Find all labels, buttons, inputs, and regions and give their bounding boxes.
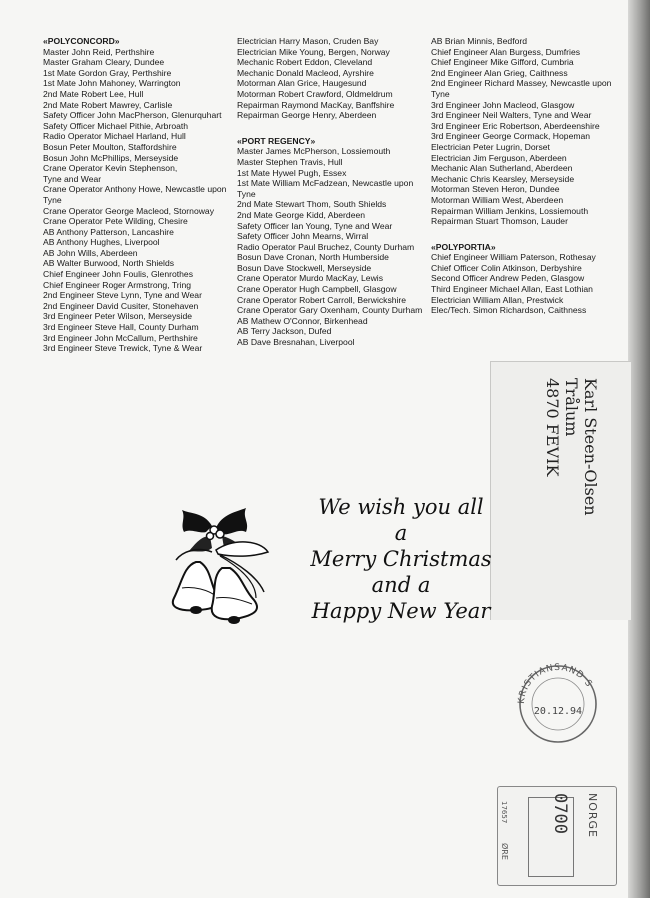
greeting-line-3: Merry Christmas	[310, 547, 492, 571]
crew-entry: Master Graham Cleary, Dundee	[43, 57, 165, 68]
crew-entry: Safety Officer Ian Young, Tyne and Wear	[237, 220, 393, 231]
address-street: Trålum	[562, 378, 581, 437]
crew-entry: 3rd Engineer Peter Wilson, Merseyside	[43, 311, 193, 322]
crew-entry: Crane Operator Gary Oxenham, County Durham	[237, 305, 423, 316]
crew-entry: Crane Operator George Macleod, Stornoway	[43, 205, 215, 216]
crew-entry: AB Dave Bresnahan, Liverpool	[237, 337, 355, 348]
crew-entry: Second Officer Andrew Peden, Glasgow	[431, 273, 585, 284]
crew-entry: 3rd Engineer John Macleod, Glasgow	[431, 99, 575, 110]
crew-entry: 3rd Engineer Steve Trewick, Tyne & Wear	[43, 343, 203, 354]
crew-entry: 2nd Engineer Steve Lynn, Tyne and Wear	[43, 290, 202, 301]
crew-entry: 2nd Engineer David Cusiter, Stonehaven	[43, 300, 199, 311]
page-edge-shadow	[628, 0, 650, 898]
crew-entry: Chief Engineer Mike Gifford, Cumbria	[431, 57, 574, 68]
crew-entry: Safety Officer John MacPherson, Glenurquhart	[43, 110, 222, 121]
crew-entry: Bosun John McPhillips, Merseyside	[43, 152, 179, 163]
crew-entry: Electrician William Allan, Prestwick	[431, 294, 564, 305]
crew-entry: Motorman Robert Crawford, Oldmeldrum	[237, 88, 393, 99]
crew-entry: Chief Engineer William Paterson, Rothesay	[431, 252, 596, 263]
crew-entry: AB Anthony Hughes, Liverpool	[43, 237, 160, 248]
crew-entry: Mechanic Donald Macleod, Ayrshire	[237, 67, 374, 78]
crew-entry: Chief Officer Colin Atkinson, Derbyshire	[431, 262, 582, 273]
crew-entry: Bosun Peter Moulton, Staffordshire	[43, 141, 177, 152]
crew-entry: Electrician Jim Ferguson, Aberdeen	[431, 152, 567, 163]
crew-entry: Bosun Dave Cronan, North Humberside	[237, 252, 389, 263]
ship-heading: «POLYPORTIA»	[431, 241, 496, 252]
crew-entry: Repairman Raymond MacKay, Banffshire	[237, 99, 395, 110]
crew-entry: Master Stephen Travis, Hull	[237, 156, 343, 167]
crew-entry: Tyne	[237, 188, 256, 199]
meter-unit: ØRE	[500, 843, 509, 860]
section-gap	[431, 227, 616, 242]
crew-entry: Radio Operator Michael Harland, Hull	[43, 131, 186, 142]
greeting-line-1: We wish you all	[318, 495, 484, 519]
crew-entry: AB John Wills, Aberdeen	[43, 247, 138, 258]
crew-entry: 1st Mate John Mahoney, Warrington	[43, 78, 181, 89]
crew-entry: Radio Operator Paul Bruchez, County Durham	[237, 241, 415, 252]
postmark-date: 20.12.94	[533, 706, 583, 717]
crew-entry: Motorman Steven Heron, Dundee	[431, 184, 560, 195]
postmark-stamp	[502, 654, 612, 754]
crew-column-1	[43, 36, 228, 354]
crew-entry: Crane Operator Pete Wilding, Chesire	[43, 216, 188, 227]
crew-entry: 3rd Engineer John McCallum, Perthshire	[43, 332, 198, 343]
ship-heading: «PORT REGENCY»	[237, 135, 316, 146]
crew-entry: AB Walter Burwood, North Shields	[43, 258, 175, 269]
crew-entry: Bosun Dave Stockwell, Merseyside	[237, 262, 372, 273]
crew-entry: Chief Engineer Roger Armstrong, Tring	[43, 279, 192, 290]
crew-entry: Crane Operator Murdo MacKay, Lewis	[237, 273, 383, 284]
crew-entry: Mechanic Alan Sutherland, Aberdeen	[431, 163, 573, 174]
greeting-line-2: a	[394, 521, 408, 545]
crew-entry: Tyne	[43, 194, 62, 205]
crew-entry: Mechanic Robert Eddon, Cleveland	[237, 57, 373, 68]
crew-entry: 2nd Engineer Richard Massey, Newcastle upon	[431, 78, 612, 89]
crew-entry: AB Anthony Patterson, Lancashire	[43, 226, 174, 237]
crew-entry: 2nd Mate Stewart Thom, South Shields	[237, 199, 387, 210]
crew-entry: 1st Mate Gordon Gray, Perthshire	[43, 67, 172, 78]
meter-country: NORGE	[586, 793, 599, 839]
crew-entry: Electrician Mike Young, Bergen, Norway	[237, 46, 390, 57]
svg-text:KRISTIANSAND S	[517, 663, 594, 704]
ship-heading: «POLYCONCORD»	[43, 36, 120, 46]
crew-entry: 1st Mate William McFadzean, Newcastle upon	[237, 178, 414, 189]
crew-entry: Electrician Harry Mason, Cruden Bay	[237, 36, 379, 46]
christmas-bells-icon	[160, 506, 284, 634]
crew-entry: Motorman William West, Aberdeen	[431, 194, 564, 205]
crew-entry: Safety Officer John Mearns, Wirral	[237, 231, 369, 242]
greeting-line-4: and a	[371, 573, 431, 597]
crew-entry: 3rd Engineer Steve Hall, County Durham	[43, 322, 199, 333]
crew-entry: Tyne and Wear	[43, 173, 102, 184]
crew-entry: 2nd Mate Robert Lee, Hull	[43, 88, 144, 99]
crew-entry: Third Engineer Michael Allan, East Lothian	[431, 284, 593, 295]
crew-entry: 3rd Engineer Neil Walters, Tyne and Wear	[431, 110, 592, 121]
crew-entry: AB Terry Jackson, Dufed	[237, 326, 332, 337]
postmark-city: KRISTIANSAND S	[516, 662, 594, 705]
crew-entry: Mechanic Chris Kearsley, Merseyside	[431, 173, 575, 184]
crew-entry: 3rd Engineer George Cormack, Hopeman	[431, 131, 591, 142]
crew-entry: 2nd Mate Robert Mawrey, Carlisle	[43, 99, 173, 110]
crew-entry: AB Mathew O'Connor, Birkenhead	[237, 315, 368, 326]
meter-code: 17657	[500, 801, 508, 824]
crew-entry: Repairman William Jenkins, Lossiemouth	[431, 205, 589, 216]
crew-entry: Repairman Stuart Thomson, Lauder	[431, 216, 568, 227]
mailing-address	[543, 378, 600, 516]
postage-meter-stamp	[497, 786, 617, 886]
greeting-line-5: Happy New Year	[311, 599, 491, 623]
crew-entry: AB Brian Minnis, Bedford	[431, 36, 528, 46]
crew-entry: Motorman Alan Grice, Haugesund	[237, 78, 367, 89]
address-postcode-city: 4870 FEVIK	[543, 378, 562, 477]
section-gap	[237, 121, 422, 136]
crew-entry: 1st Mate Hywel Pugh, Essex	[237, 167, 347, 178]
crew-entry: Crane Operator Kevin Stephenson,	[43, 163, 178, 174]
crew-entry: Crane Operator Anthony Howe, Newcastle upon	[43, 184, 227, 195]
crew-entry: Master James McPherson, Lossiemouth	[237, 146, 391, 157]
crew-entry: Crane Operator Hugh Campbell, Glasgow	[237, 284, 397, 295]
crew-entry: Safety Officer Michael Pithie, Arbroath	[43, 120, 189, 131]
crew-entry: Tyne	[431, 88, 450, 99]
crew-entry: Repairman George Henry, Aberdeen	[237, 110, 377, 121]
address-name: Karl Steen-Olsen	[581, 378, 600, 516]
crew-entry: 2nd Mate George Kidd, Aberdeen	[237, 209, 366, 220]
crew-entry: Electrician Peter Lugrin, Dorset	[431, 141, 550, 152]
crew-entry: 2nd Engineer Alan Grieg, Caithness	[431, 67, 568, 78]
crew-entry: 3rd Engineer Eric Robertson, Aberdeenshire	[431, 120, 600, 131]
christmas-greeting	[296, 494, 506, 624]
crew-entry: Crane Operator Robert Carroll, Berwickshire	[237, 294, 407, 305]
crew-entry: Master John Reid, Perthshire	[43, 46, 155, 57]
crew-entry: Elec/Tech. Simon Richardson, Caithness	[431, 305, 587, 316]
crew-column-2	[237, 36, 422, 348]
meter-value: 0700	[550, 793, 570, 834]
crew-column-3	[431, 36, 616, 316]
crew-entry: Chief Engineer Alan Burgess, Dumfries	[431, 46, 581, 57]
crew-entry: Chief Engineer John Foulis, Glenrothes	[43, 269, 193, 280]
